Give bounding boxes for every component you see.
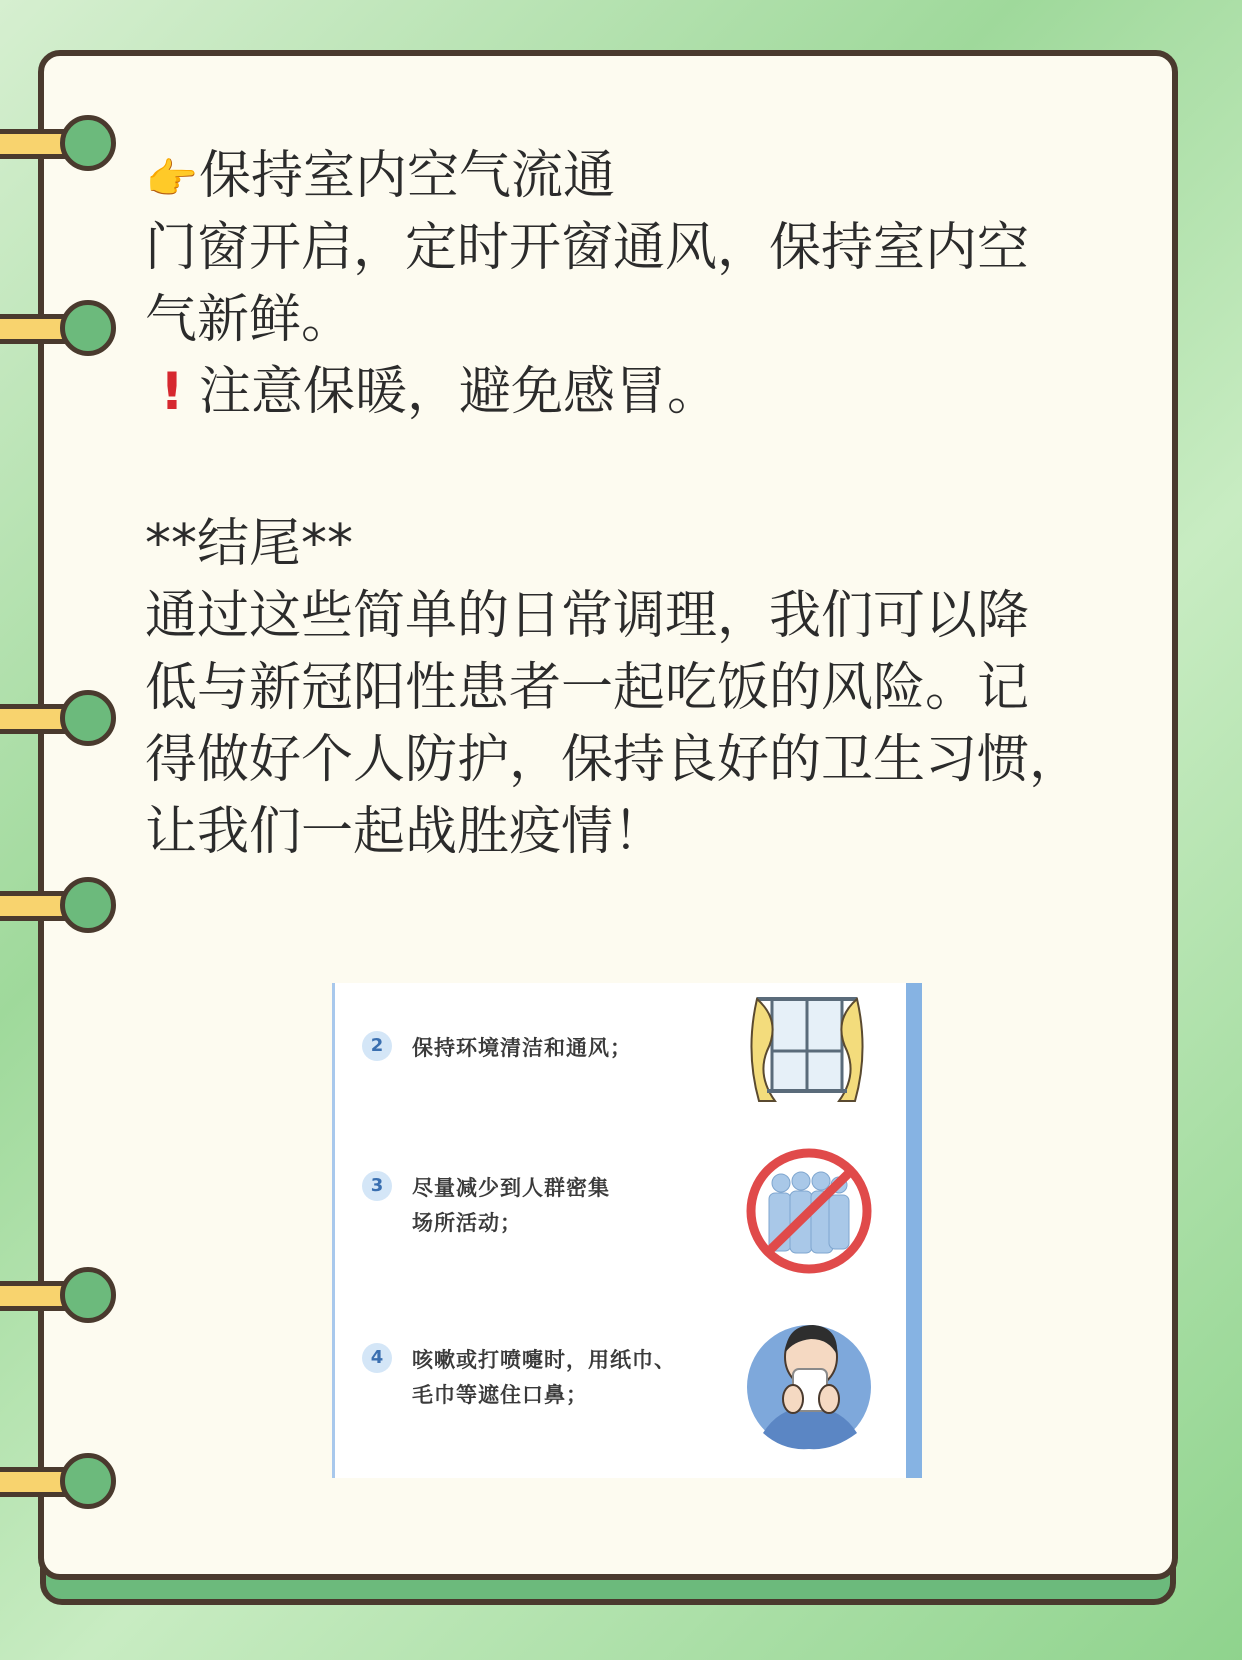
step-number: 2 [362, 1031, 392, 1061]
step-item [362, 1343, 676, 1413]
ending-heading: **结尾** [145, 514, 354, 574]
step-item [362, 1031, 632, 1066]
section-title-line [145, 140, 1135, 212]
pointing-hand-icon: 👉 [145, 154, 199, 203]
step-text: 保持环境清洁和通风； [412, 1036, 632, 1060]
binder-ring [0, 300, 118, 360]
step-item [362, 1171, 610, 1241]
sneezing-person-icon [741, 1313, 877, 1453]
body-line: 门窗开启，定时开窗通风，保持室内空 [145, 218, 1030, 278]
binder-ring [0, 1453, 118, 1513]
binder-ring [0, 115, 118, 175]
section-ventilation [145, 140, 1135, 428]
step-text: 尽量减少到人群密集 场所活动； [412, 1176, 610, 1235]
illustration-border-left [332, 983, 335, 1478]
prevention-illustration [332, 983, 922, 1478]
body-line: 低与新冠阳性患者一起吃饭的风险。记 [145, 658, 1030, 718]
body-line: 得做好个人防护，保持良好的卫生习惯， [145, 730, 1082, 790]
body-line: 通过这些简单的日常调理，我们可以降 [145, 586, 1030, 646]
step-text: 咳嗽或打喷嚏时，用纸巾、 毛巾等遮住口鼻； [412, 1348, 676, 1407]
body-line: 气新鲜。 [145, 290, 354, 350]
exclamation-icon: ! [160, 362, 184, 422]
window-curtain-icon [737, 991, 877, 1111]
step-number: 4 [362, 1343, 392, 1373]
note-line [145, 356, 1135, 428]
binder-ring [0, 877, 118, 937]
note-text: 注意保暖，避免感冒。 [199, 362, 720, 422]
body-line: 让我们一起战胜疫情！ [145, 802, 666, 862]
binder-ring [0, 690, 118, 750]
illustration-border-right [906, 983, 922, 1478]
binder-ring [0, 1267, 118, 1327]
section-title: 保持室内空气流通 [199, 146, 616, 206]
no-crowd-icon [741, 1143, 877, 1279]
step-number: 3 [362, 1171, 392, 1201]
section-ending [145, 508, 1135, 868]
